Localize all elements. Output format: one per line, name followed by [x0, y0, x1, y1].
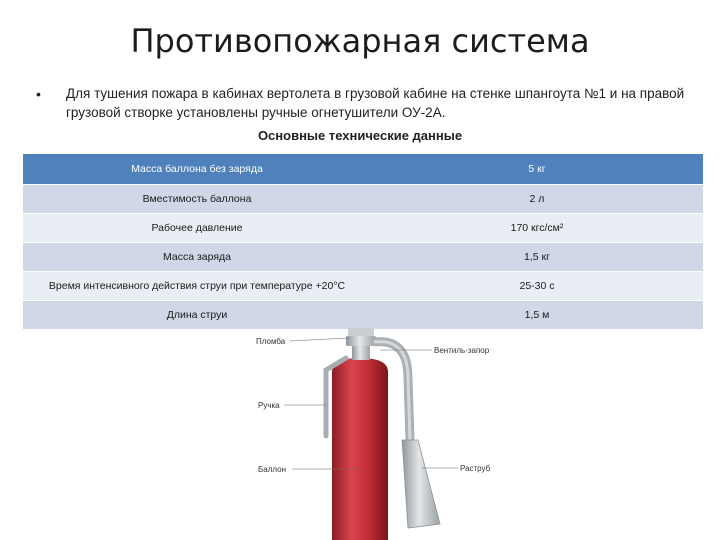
value-cell: 170 кгс/см² — [371, 214, 703, 243]
value-cell: 5 кг — [371, 154, 703, 185]
value-cell: 1,5 м — [371, 301, 703, 330]
label-cylinder: Баллон — [258, 465, 286, 474]
table-row — [23, 301, 703, 330]
table-row — [23, 154, 703, 185]
table-row — [23, 214, 703, 243]
value-cell: 1,5 кг — [371, 243, 703, 272]
table-row — [23, 272, 703, 301]
label-seal: Пломба — [256, 337, 286, 346]
extinguisher-figure — [240, 328, 520, 540]
valve-body — [352, 346, 370, 360]
table-row — [23, 185, 703, 214]
label-handle: Ручка — [258, 401, 280, 410]
param-cell: Рабочее давление — [23, 214, 371, 243]
horn-shape — [402, 440, 440, 528]
cylinder-shape — [332, 358, 388, 540]
table-row — [23, 243, 703, 272]
label-valve: Вентиль-запор — [434, 346, 490, 355]
param-cell: Масса заряда — [23, 243, 371, 272]
value-cell: 2 л — [371, 185, 703, 214]
bullet-marker: • — [36, 86, 41, 102]
value-cell: 25-30 с — [371, 272, 703, 301]
param-cell: Длина струи — [23, 301, 371, 330]
table-heading: Основные технические данные — [257, 128, 463, 143]
slide-title: Противопожарная система — [130, 22, 590, 60]
param-cell: Масса баллона без заряда — [23, 154, 371, 185]
bullet-text: Для тушения пожара в кабинах вертолета в грузовой кабине на стенке шпангоута №1 и на правой грузовой створке установлены ручные огнетушители ОУ-2А. — [66, 86, 685, 120]
param-cell: Время интенсивного действия струи при температуре +20°С — [23, 272, 371, 301]
specs-table — [23, 154, 703, 330]
label-horn: Раструб — [460, 464, 491, 473]
param-cell: Вместимость баллона — [23, 185, 371, 214]
